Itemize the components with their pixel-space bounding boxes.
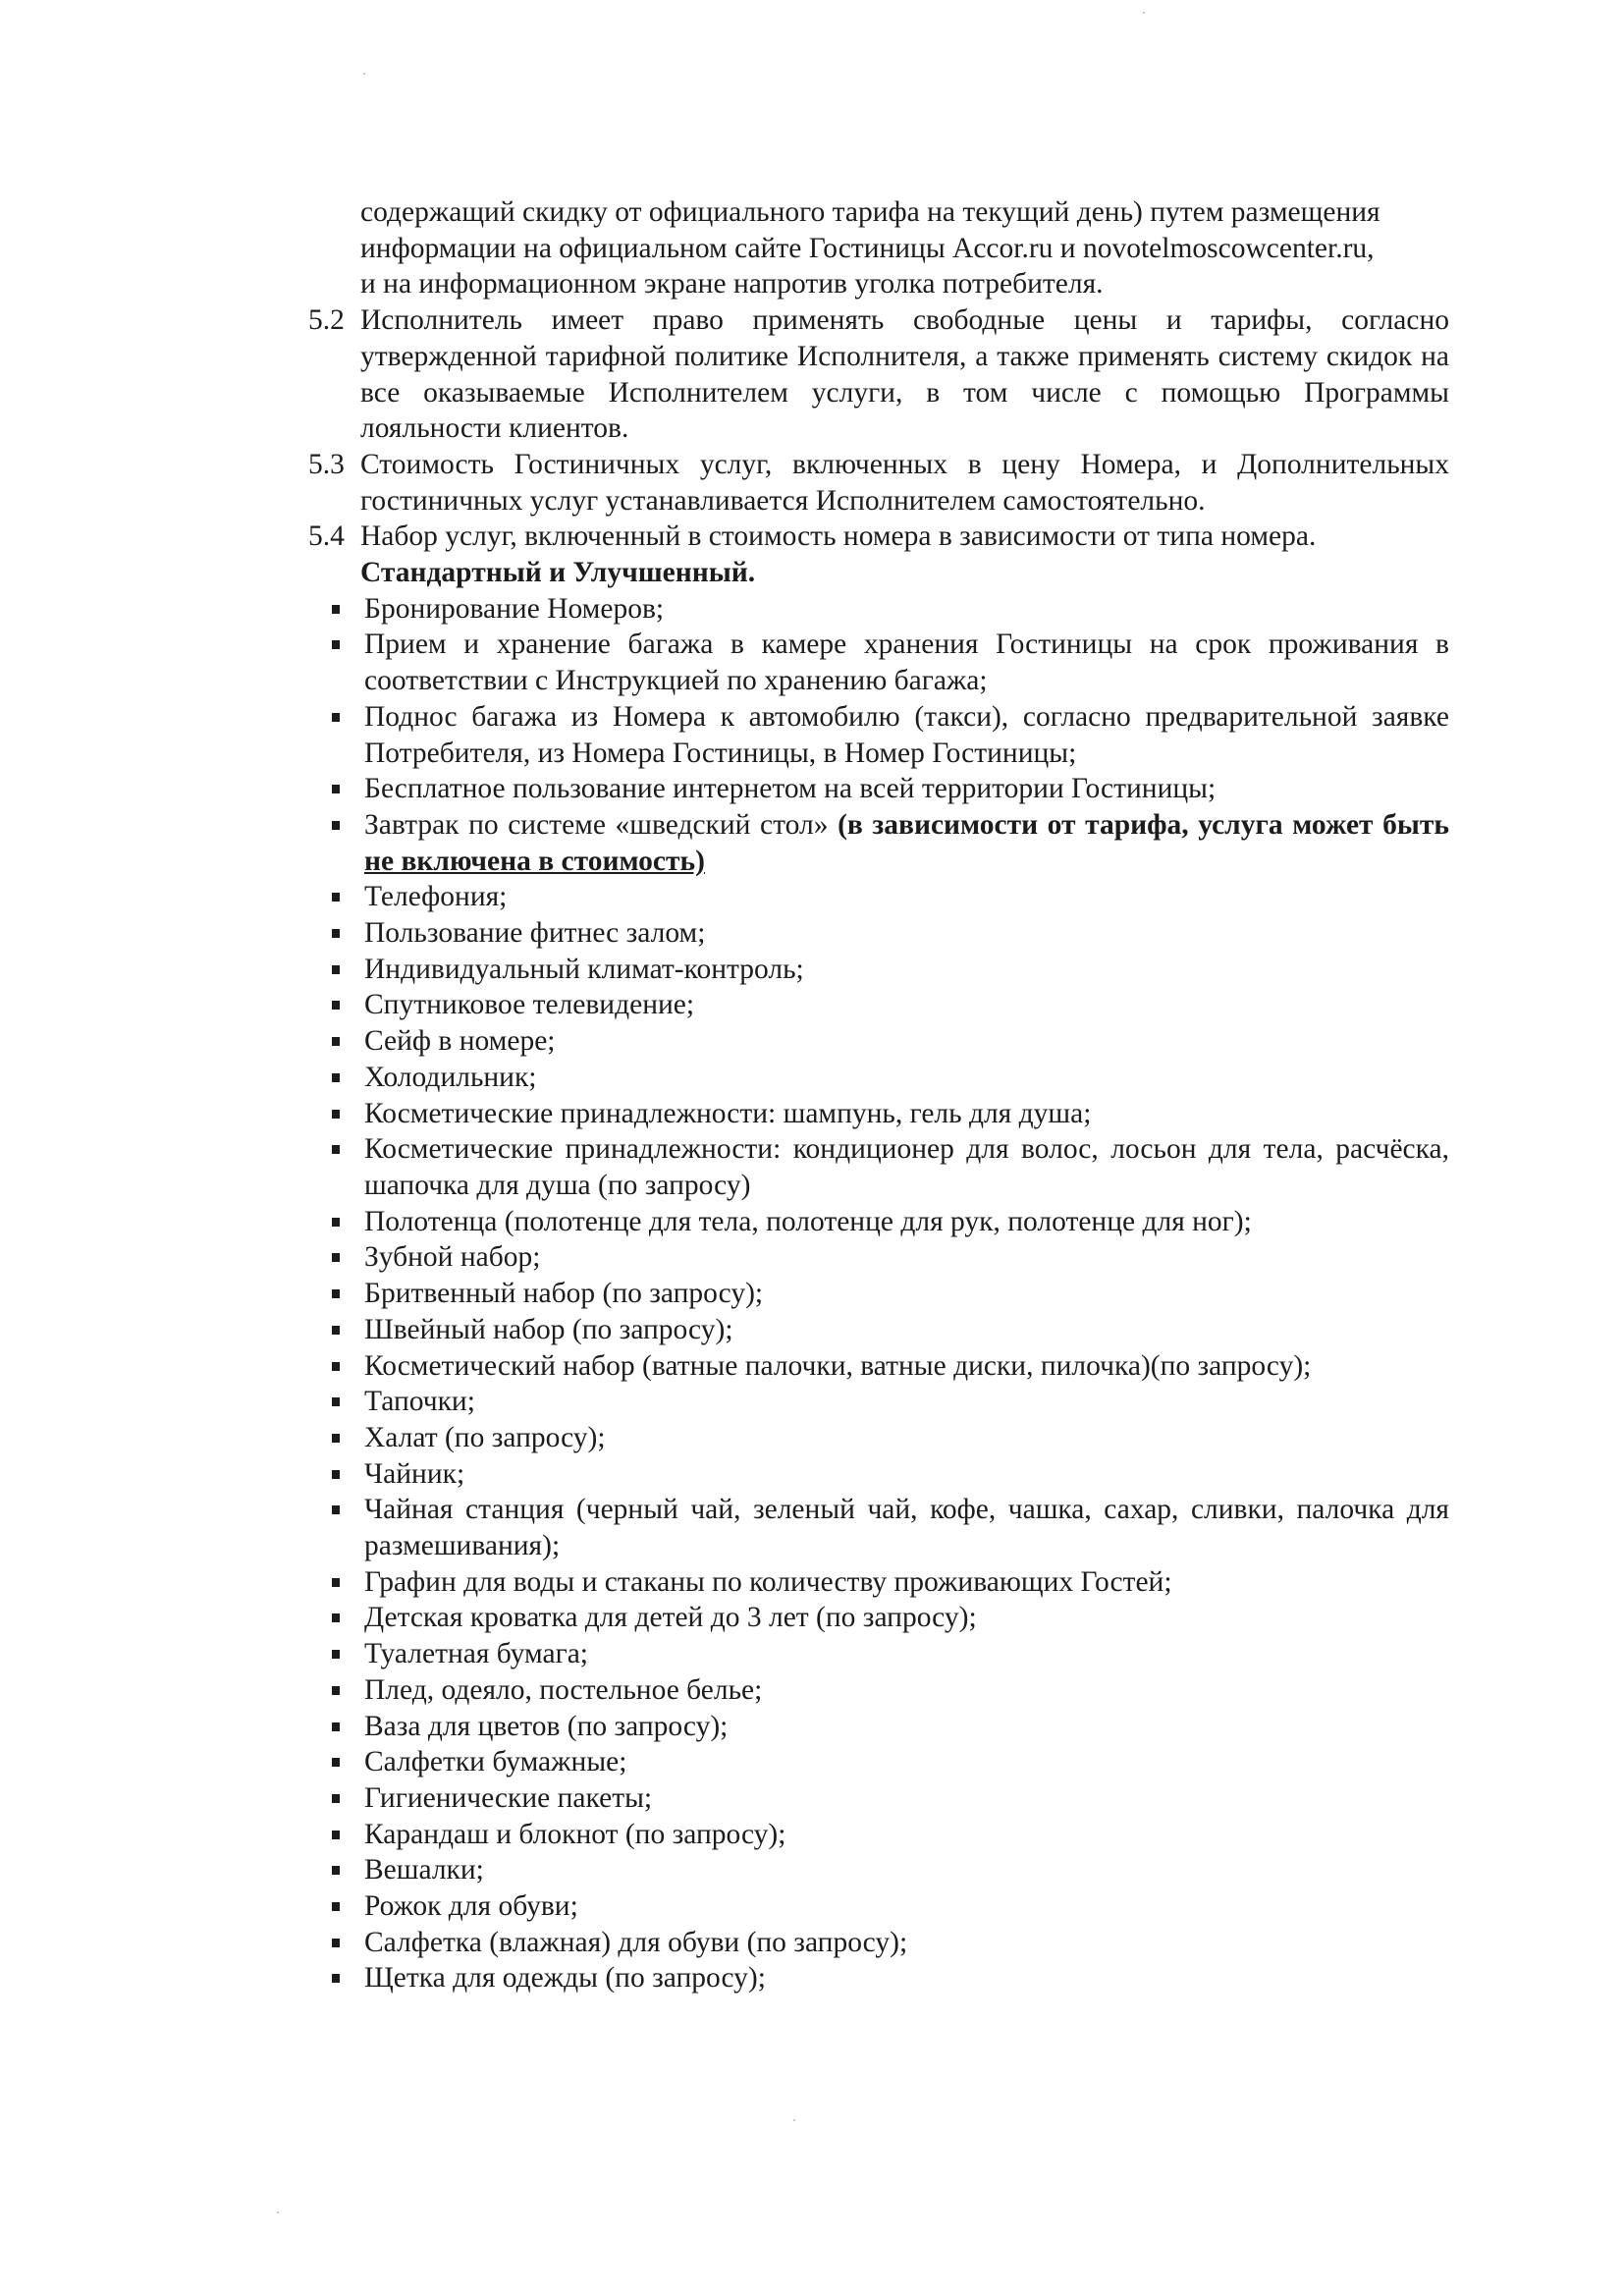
service-list-item [308,1960,1449,1996]
service-text: Прием и хранение багажа в камере хранения Гостиницы на срок проживания в соответствии с Инструкцией по хранению багажа; [364,629,1449,697]
square-bullet-icon [332,1434,340,1443]
square-bullet-icon [332,929,340,938]
service-list-item [308,699,1449,771]
clause-number: 5.3 [308,448,345,480]
service-list-item [308,1636,1449,1672]
service-list-item [308,1348,1449,1385]
square-bullet-icon [332,1362,340,1371]
service-text: Графин для воды и стаканы по количеству проживающих Гостей; [364,1565,1172,1598]
service-list-item [308,879,1449,915]
service-text: Бронирование Номеров; [364,592,665,625]
service-list-item [308,1492,1449,1563]
square-bullet-icon [332,1470,340,1479]
service-list-item [308,1709,1449,1745]
service-text: Бесплатное пользование интернетом на всей территории Гостиницы; [364,773,1217,805]
service-note-underlined: не включена в стоимость) [364,845,705,877]
clause-number: 5.2 [308,304,345,337]
service-text: Чайная станция (черный чай, зеленый чай, кофе, чашка, сахар, сливки, палочка для размешивания); [364,1494,1449,1562]
square-bullet-icon [332,1974,340,1983]
service-list-item [308,1131,1449,1203]
service-list-item [308,1564,1449,1601]
service-list-item [308,1312,1449,1348]
square-bullet-icon [332,1939,340,1947]
service-text: Салфетки бумажные; [364,1746,627,1778]
service-list-item [308,1888,1449,1925]
service-text: Телефония; [364,881,508,913]
square-bullet-icon [332,1866,340,1875]
square-bullet-icon [332,1902,340,1911]
service-list-item [308,1672,1449,1709]
square-bullet-icon [332,1253,340,1262]
square-bullet-icon [332,1145,340,1154]
square-bullet-icon [332,640,340,649]
clause-text: Стоимость Гостиничных услуг, включенных в цену Номера, и Дополнительных гостиничных услуг устанавливается Исполнителем самостоятельно. [360,448,1449,517]
clause-text: Набор услуг, включенный в стоимость номера в зависимости от типа номера. [360,520,1317,553]
square-bullet-icon [332,1001,340,1010]
service-text: Поднос багажа из Номера к автомобилю (такси), согласно предварительной заявке Потребителя, из Номера Гостиницы, в Номер Гостиницы; [364,700,1449,769]
service-text: Туалетная бумага; [364,1638,588,1670]
service-text: Чайник; [364,1457,465,1490]
service-list-item [308,1780,1449,1817]
square-bullet-icon [332,1110,340,1119]
service-list-item [308,1276,1449,1312]
intro-line: и на информационном экране напротив уголка потребителя. [360,268,1104,301]
service-list-item [308,627,1449,698]
service-text: Плед, одеяло, постельное белье; [364,1673,763,1706]
service-text: Гигиенические пакеты; [364,1781,653,1814]
service-list-item [308,1384,1449,1420]
service-list-item [308,987,1449,1023]
service-list-item [308,1204,1449,1240]
square-bullet-icon [332,821,340,830]
service-list-item [308,1420,1449,1456]
service-text: Рожок для обуви; [364,1890,578,1923]
service-list-item [308,1096,1449,1132]
square-bullet-icon [332,1218,340,1227]
service-list-item [308,807,1449,879]
scan-speck [277,2212,279,2214]
service-list-item [308,1600,1449,1636]
service-text: Вешалки; [364,1854,484,1886]
service-text: Сейф в номере; [364,1025,556,1058]
service-list-item [308,1852,1449,1888]
service-text: Швейный набор (по запросу); [364,1313,733,1345]
square-bullet-icon [332,1037,340,1046]
service-text: Детская кроватка для детей до 3 лет (по запросу); [364,1602,977,1634]
service-text: Зубной набор; [364,1241,541,1274]
service-list-item [308,1023,1449,1060]
square-bullet-icon [332,1578,340,1587]
service-list-item [308,1456,1449,1493]
square-bullet-icon [332,1650,340,1659]
square-bullet-icon [332,1686,340,1695]
service-list-item [308,1925,1449,1961]
scan-speck [1143,12,1145,14]
square-bullet-icon [332,605,340,614]
square-bullet-icon [332,1289,340,1298]
service-list-item [308,1239,1449,1276]
clause-5-2 [308,302,1449,447]
clause-number: 5.4 [308,520,345,553]
square-bullet-icon [332,1397,340,1406]
service-list-item [308,1817,1449,1853]
service-text: Завтрак по системе «шведский стол» [364,808,839,841]
service-text: Холодильник; [364,1061,537,1093]
clause-5-3 [308,447,1449,519]
service-text: Косметический набор (ватные палочки, ватные диски, пилочка)(по запросу); [364,1349,1312,1382]
service-text: Халат (по запросу); [364,1421,606,1453]
square-bullet-icon [332,893,340,902]
scan-speck [363,73,365,75]
square-bullet-icon [332,965,340,974]
service-note-bold: (в зависимости от тарифа, услуга может быть [838,808,1449,841]
square-bullet-icon [332,1758,340,1767]
intro-paragraph [308,194,1449,302]
service-text: Карандаш и блокнот (по запросу); [364,1818,786,1850]
service-list-item [308,771,1449,807]
service-list-item [308,1060,1449,1096]
clause-text: Исполнитель имеет право применять свободные цены и тарифы, согласно утвержденной тарифной политике Исполнителя, а также применять систему скидок на все оказываемые Исполнителем услуги, в том числе с помощью Программы лояльности клиентов. [360,304,1449,445]
square-bullet-icon [332,1794,340,1803]
service-text: Ваза для цветов (по запросу); [364,1710,729,1742]
room-types-heading: Стандартный и Улучшенный. [360,557,756,589]
service-text: Спутниковое телевидение; [364,989,695,1021]
square-bullet-icon [332,785,340,793]
service-text: Индивидуальный климат-контроль; [364,953,804,985]
square-bullet-icon [332,1326,340,1335]
service-text: Косметические принадлежности: кондиционер для волос, лосьон для тела, расчёска, шапочка для душа (по запросу) [364,1133,1449,1201]
intro-line: содержащий скидку от официального тарифа на текущий день) путем размещения [360,196,1380,228]
square-bullet-icon [332,1722,340,1731]
services-list [308,591,1449,1996]
service-text: Пользование фитнес залом; [364,917,706,950]
square-bullet-icon [332,1073,340,1082]
square-bullet-icon [332,1613,340,1622]
service-list-item [308,591,1449,628]
service-text: Полотенца (полотенце для тела, полотенце для рук, полотенце для ног); [364,1205,1252,1237]
service-text: Косметические принадлежности: шампунь, гель для душа; [364,1097,1092,1129]
square-bullet-icon [332,1831,340,1839]
service-list-item [308,1744,1449,1780]
service-text: Бритвенный набор (по запросу); [364,1278,764,1310]
square-bullet-icon [332,713,340,722]
document-body [308,194,1449,1996]
intro-line: информации на официальном сайте Гостиницы Accor.ru и novotelmoscowcenter.ru, [360,232,1375,264]
scan-speck [793,2119,795,2121]
service-text: Тапочки; [364,1386,475,1418]
clause-5-4 [308,519,1449,555]
service-text: Щетка для одежды (по запросу); [364,1962,766,1995]
service-list-item [308,915,1449,952]
square-bullet-icon [332,1505,340,1514]
service-list-item [308,952,1449,988]
service-text: Салфетка (влажная) для обуви (по запросу); [364,1926,908,1958]
